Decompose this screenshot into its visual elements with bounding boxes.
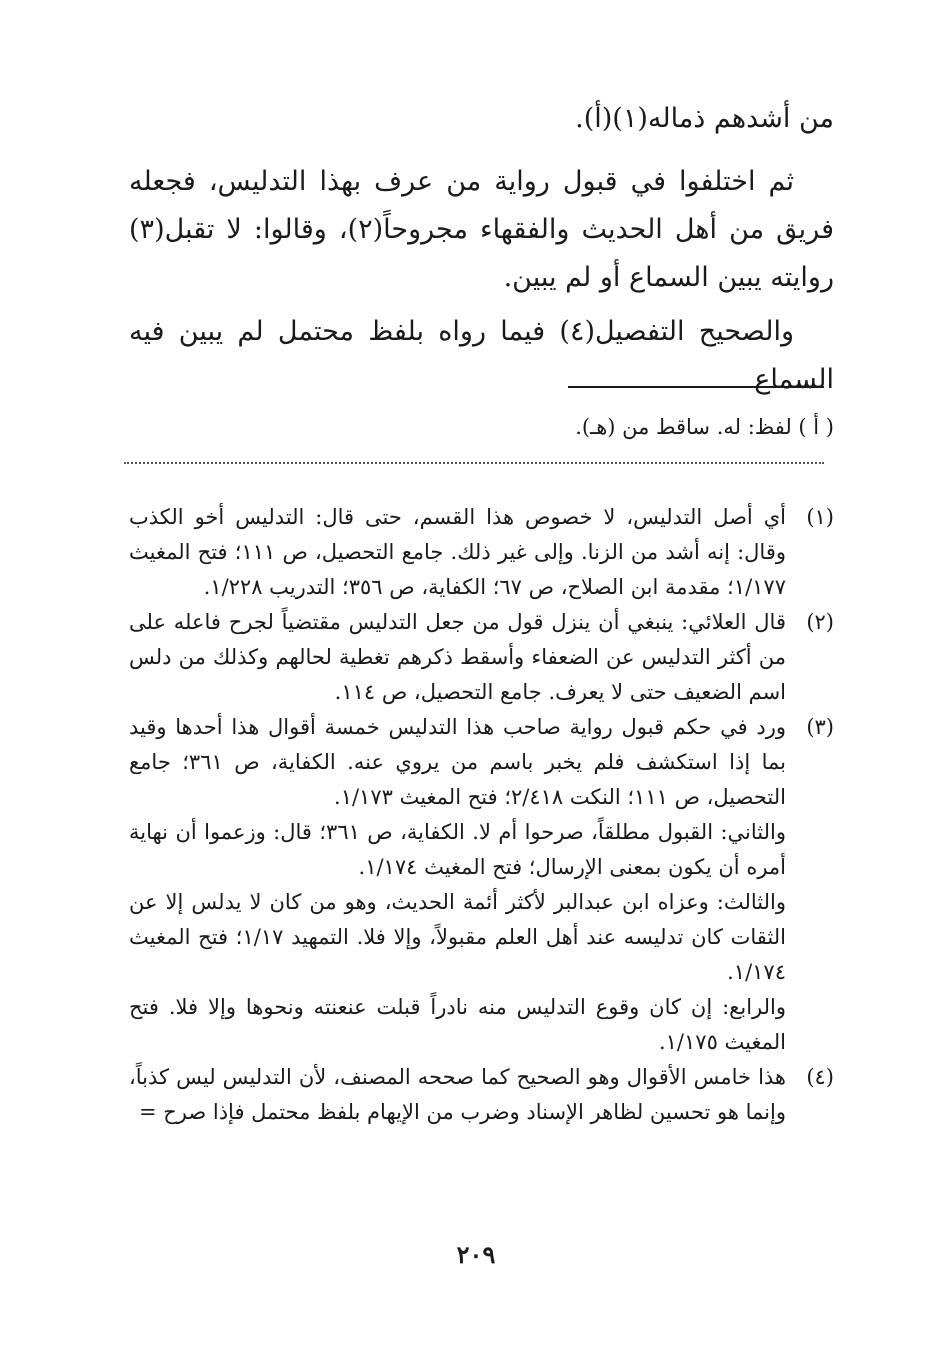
footnote-number: (٢) bbox=[806, 610, 834, 634]
dotted-separator bbox=[124, 462, 824, 464]
footnote-text: هذا خامس الأقوال وهو الصحيح كما صححه المصنف، لأن التدليس ليس كذباً، وإنما هو تحسين لظاهر الإسناد وضرب من الإيهام بلفظ محتمل فإذا صرح = bbox=[129, 1065, 786, 1124]
footnote-text: ورد في حكم قبول رواية صاحب هذا التدليس خمسة أقوال هذا أحدها وقيد بما إذا استكشف فلم يخبر باسم من يروي عنه. الكفاية، ص ٣٦١؛ جامع التحصيل، ص ١١١؛ النكت ٢/٤١٨؛ فتح المغيث ١/١٧٣. bbox=[129, 715, 787, 809]
footnote-4 bbox=[129, 1060, 834, 1130]
footnote-number: (٤) bbox=[806, 1065, 834, 1089]
main-paragraph-3: والصحيح التفصيل(٤) فيما رواه بلفظ محتمل لم يبين فيه السماع bbox=[129, 316, 834, 395]
footnote-text: أي أصل التدليس، لا خصوص هذا القسم، حتى قال: التدليس أخو الكذب وقال: إنه أشد من الزنا. وإلى غير ذلك. جامع التحصيل، ص ١١١؛ فتح المغيث ١/١٧٧؛ مقدمة ابن الصلاح، ص ٦٧؛ الكفاية، ص ٣٥٦؛ التدريب ١/٢٢٨. bbox=[129, 505, 786, 599]
manuscript-variant-note: ( أ ) لفظ: له. ساقط من (هـ). bbox=[575, 415, 834, 439]
footnote-separator bbox=[568, 386, 824, 388]
footnote-subparagraph: والرابع: إن كان وقوع التدليس منه نادراً قبلت عنعنته ونحوها وإلا فلا. فتح المغيث ١/١٧٥. bbox=[129, 995, 786, 1054]
footnote-2 bbox=[129, 605, 834, 710]
footnote-number: (١) bbox=[806, 505, 834, 529]
footnote-3 bbox=[129, 710, 834, 1060]
main-paragraph-2: ثم اختلفوا في قبول رواية من عرف بهذا التدليس، فجعله فريق من أهل الحديث والفقهاء مجروحاً(٢)، وقالوا: لا تقبل(٣) روايته يبين السماع أو لم يبين. bbox=[129, 166, 834, 293]
page-number: ٢٠٩ bbox=[456, 1240, 496, 1269]
footnote-number: (٣) bbox=[806, 715, 834, 739]
footnotes bbox=[129, 500, 834, 1130]
footnote-text: قال العلائي: ينبغي أن ينزل قول من جعل التدليس مقتضياً لجرح فاعله على من أكثر التدليس عن الضعفاء وأسقط ذكرهم تغطية لحالهم وكذلك من دلس اسم الضعيف حتى لا يعرف. جامع التحصيل، ص ١١٤. bbox=[129, 610, 786, 704]
footnote-subparagraph: والثالث: وعزاه ابن عبدالبر لأكثر أئمة الحديث، وهو من كان لا يدلس إلا عن الثقات كان تدليسه عند أهل العلم مقبولاً، وإلا فلا. التمهيد ١/١٧؛ فتح المغيث ١/١٧٤. bbox=[129, 890, 786, 984]
footnote-subparagraph: والثاني: القبول مطلقاً، صرحوا أم لا. الكفاية، ص ٣٦١؛ قال: وزعموا أن نهاية أمره أن يكون بمعنى الإرسال؛ فتح المغيث ١/١٧٤. bbox=[129, 820, 786, 879]
main-text-line-1: من أشدهم ذماله(١)(أ). bbox=[575, 103, 834, 134]
footnote-1 bbox=[129, 500, 834, 605]
